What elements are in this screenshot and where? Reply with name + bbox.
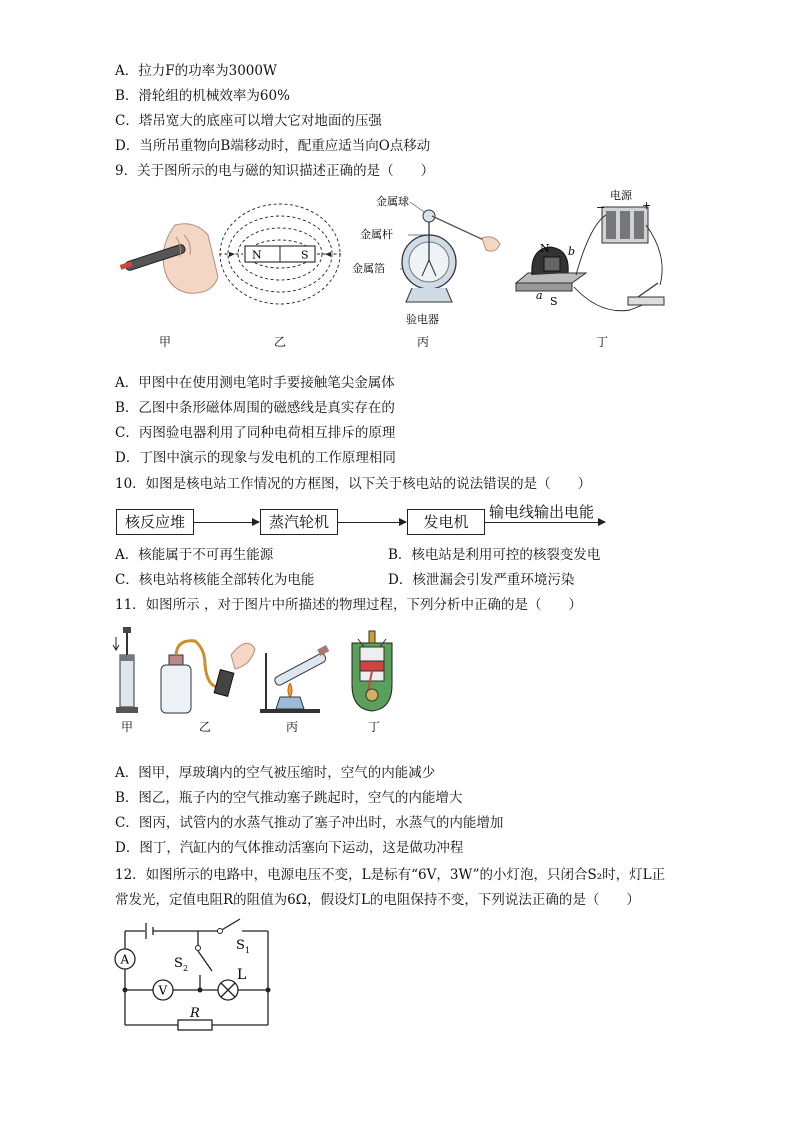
switch-s1-label: S [236, 938, 245, 953]
flow-arrow-3 [485, 522, 605, 523]
q11-stem: 11．如图所示 ，对于图片中所描述的物理过程，下列分析中正确的是（ ） [115, 597, 582, 613]
q12-stem-line1: 12．如图所示的电路中，电源电压不变，L是标有“6V，3W”的小灯泡，只闭合S₂时，灯L正 [115, 867, 666, 883]
metal-foil-label: 金属箔 [352, 262, 385, 275]
q9-stem: 9．关于图所示的电与磁的知识描述正确的是（ ） [115, 163, 435, 179]
q10-option-b: B．核电站是利用可控的核裂变发电 [388, 547, 601, 563]
motor-s-label: S [550, 295, 558, 308]
lamp-label: L [237, 967, 247, 983]
q11-caption-bing: 丙 [286, 720, 299, 734]
switch-s2-subscript: 2 [183, 964, 189, 973]
flow-arrow-2 [338, 522, 406, 523]
q8-option-c: C．塔吊宽大的底座可以增大它对地面的压强 [115, 113, 382, 129]
q9-caption-yi: 乙 [274, 335, 287, 349]
q8-option-b: B．滑轮组的机械效率为60% [115, 88, 290, 104]
bottle-pump-figure [155, 625, 265, 717]
q9-caption-ding: 丁 [596, 335, 609, 349]
electroscope-figure [350, 190, 510, 330]
flow-output-label: 输电线输出电能 [489, 503, 595, 521]
ammeter-label: A [120, 952, 130, 967]
resistor-label: R [190, 1006, 200, 1021]
flow-box-turbine: 蒸汽轮机 [260, 509, 338, 535]
flow-box-generator: 发电机 [407, 509, 485, 535]
flow-box-reactor: 核反应堆 [116, 509, 194, 535]
switch-s2-label: S [174, 956, 183, 971]
test-tube-heating-figure [258, 625, 338, 717]
metal-ball-label: 金属球 [376, 195, 409, 208]
q11-caption-jia: 甲 [121, 720, 134, 734]
motor-setup-figure [510, 185, 670, 320]
electroscope-label: 验电器 [406, 313, 439, 326]
q10-option-c: C．核电站将核能全部转化为电能 [115, 572, 315, 588]
voltmeter-label: V [158, 983, 168, 998]
q9-caption-jia: 甲 [159, 335, 172, 349]
q8-option-d: D．当所吊重物向B端移动时，配重应适当向O点移动 [115, 138, 431, 154]
point-b-label: b [568, 245, 576, 258]
q9-option-d: D．丁图中演示的现象与发电机的工作原理相同 [115, 450, 396, 466]
metal-rod-label: 金属杆 [360, 228, 393, 241]
minus-sign: − [596, 201, 606, 214]
q11-option-a: A．图甲，厚玻璃内的空气被压缩时，空气的内能减少 [115, 765, 436, 781]
motor-n-label: N [540, 242, 550, 255]
test-pen-figure [120, 215, 220, 300]
power-label: 电源 [610, 189, 632, 202]
bar-magnet-field-figure [215, 200, 345, 308]
point-a-label: a [536, 289, 543, 302]
magnet-n-label: N [252, 248, 262, 262]
q11-option-b: B．图乙，瓶子内的空气推动塞子跳起时，空气的内能增大 [115, 790, 463, 806]
q11-caption-ding: 丁 [368, 720, 381, 734]
q9-option-c: C．丙图验电器利用了同种电荷相互排斥的原理 [115, 425, 396, 441]
q10-option-d: D．核泄漏会引发严重环境污染 [388, 572, 575, 588]
q9-option-b: B．乙图中条形磁体周围的磁感线是真实存在的 [115, 400, 395, 416]
q12-stem-line2: 常发光，定值电阻R的阻值为6Ω，假设灯L的电阻保持不变，下列说法正确的是（ ） [115, 892, 640, 908]
q10-stem: 10．如图是核电站工作情况的方框图，以下关于核电站的说法错误的是（ ） [115, 476, 592, 492]
q10-option-a: A．核能属于不可再生能源 [115, 547, 274, 563]
switch-s1-subscript: 1 [245, 946, 251, 955]
q8-option-a: A．拉力F的功率为3000W [115, 63, 277, 79]
circuit-diagram [108, 915, 278, 1040]
q9-option-a: A．甲图中在使用测电笔时手要接触笔尖金属体 [115, 375, 395, 391]
plus-sign: + [642, 199, 652, 212]
q9-caption-bing: 丙 [417, 335, 430, 349]
q11-caption-yi: 乙 [199, 720, 212, 734]
q11-option-d: D．图丁，汽缸内的气体推动活塞向下运动，这是做功冲程 [115, 840, 464, 856]
magnet-s-label: S [301, 248, 309, 262]
engine-cylinder-figure [342, 625, 402, 717]
q11-option-c: C．图丙，试管内的水蒸气推动了塞子冲出时，水蒸气的内能增加 [115, 815, 504, 831]
flow-arrow-1 [194, 522, 259, 523]
compression-tube-figure [112, 625, 142, 717]
